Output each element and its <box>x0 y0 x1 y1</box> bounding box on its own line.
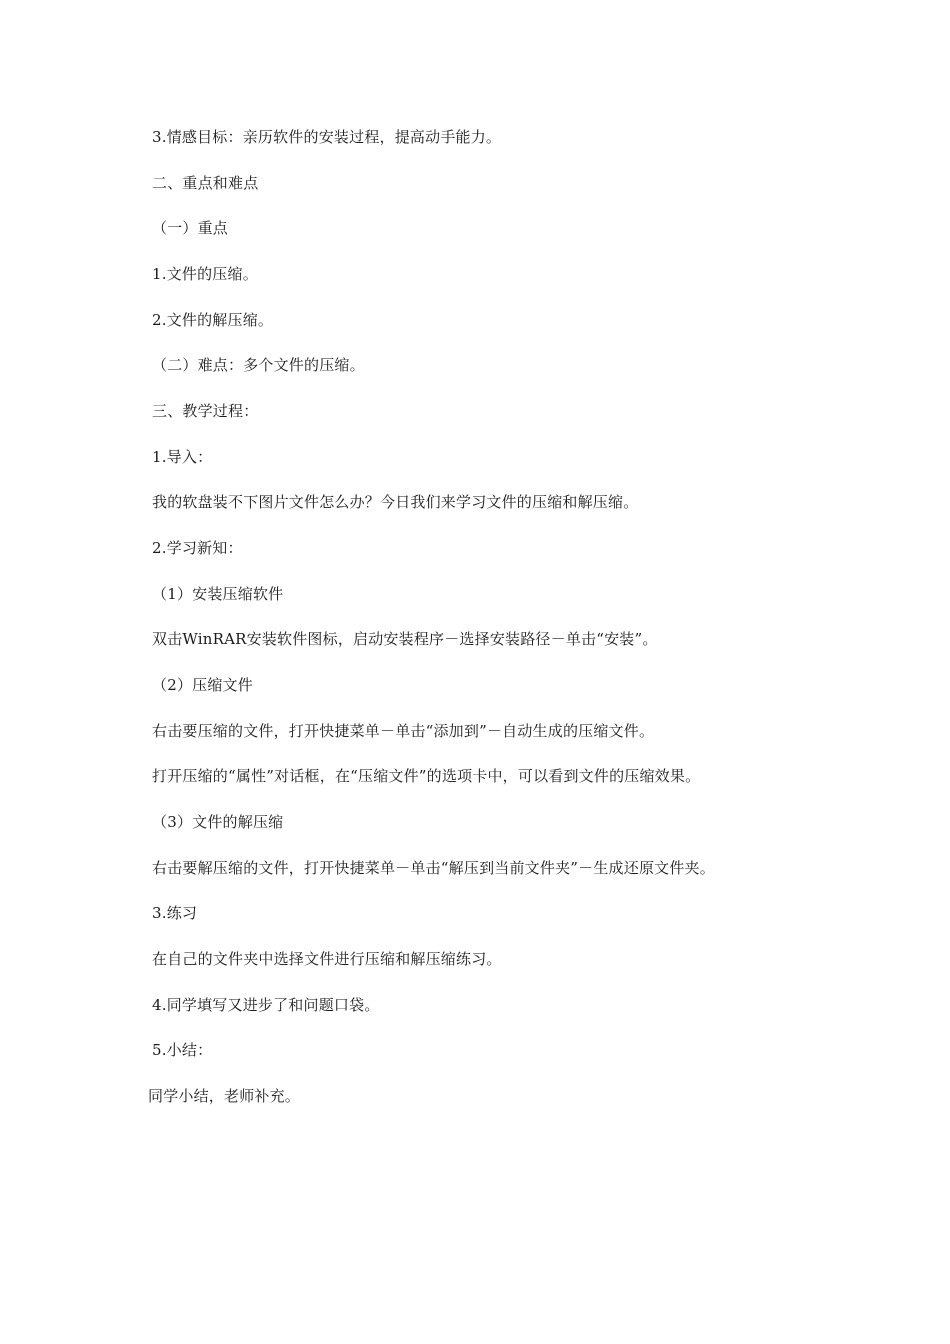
key-point-item-1: 1.文件的压缩。 <box>152 265 258 283</box>
step-feedback: 4.同学填写又进步了和问题口袋。 <box>152 996 380 1014</box>
step-intro: 1.导入： <box>152 448 213 466</box>
intro-text: 我的软盘装不下图片文件怎么办？今日我们来学习文件的压缩和解压缩。 <box>152 493 639 511</box>
learn-sub-2-text-2: 打开压缩的“属性”对话框，在“压缩文件”的选项卡中，可以看到文件的压缩效果。 <box>152 767 701 785</box>
objective-emotional: 3.情感目标：亲历软件的安装过程，提高动手能力。 <box>152 128 502 146</box>
subheading-difficulty: （二）难点：多个文件的压缩。 <box>152 356 365 374</box>
step-practice: 3.练习 <box>152 904 198 922</box>
learn-sub-1: （1）安装压缩软件 <box>152 585 284 603</box>
section-heading-key-points: 二、重点和难点 <box>152 174 259 192</box>
learn-sub-3: （3）文件的解压缩 <box>152 813 284 831</box>
practice-text: 在自己的文件夹中选择文件进行压缩和解压缩练习。 <box>152 950 502 968</box>
learn-sub-1-text: 双击WinRAR安装软件图标，启动安装程序－选择安装路径－单击“安装”。 <box>152 630 658 648</box>
step-learn: 2.学习新知： <box>152 539 243 557</box>
step-summary: 5.小结： <box>152 1041 213 1059</box>
learn-sub-2-text-1: 右击要压缩的文件，打开快捷菜单－单击“添加到”－自动生成的压缩文件。 <box>152 722 655 740</box>
subheading-key-point: （一）重点 <box>152 219 229 237</box>
key-point-item-2: 2.文件的解压缩。 <box>152 311 274 329</box>
summary-text: 同学小结，老师补充。 <box>148 1087 301 1105</box>
section-heading-process: 三、教学过程： <box>152 402 259 420</box>
learn-sub-3-text: 右击要解压缩的文件，打开快捷菜单－单击“解压到当前文件夹”－生成还原文件夹。 <box>152 859 715 877</box>
learn-sub-2: （2）压缩文件 <box>152 676 253 694</box>
